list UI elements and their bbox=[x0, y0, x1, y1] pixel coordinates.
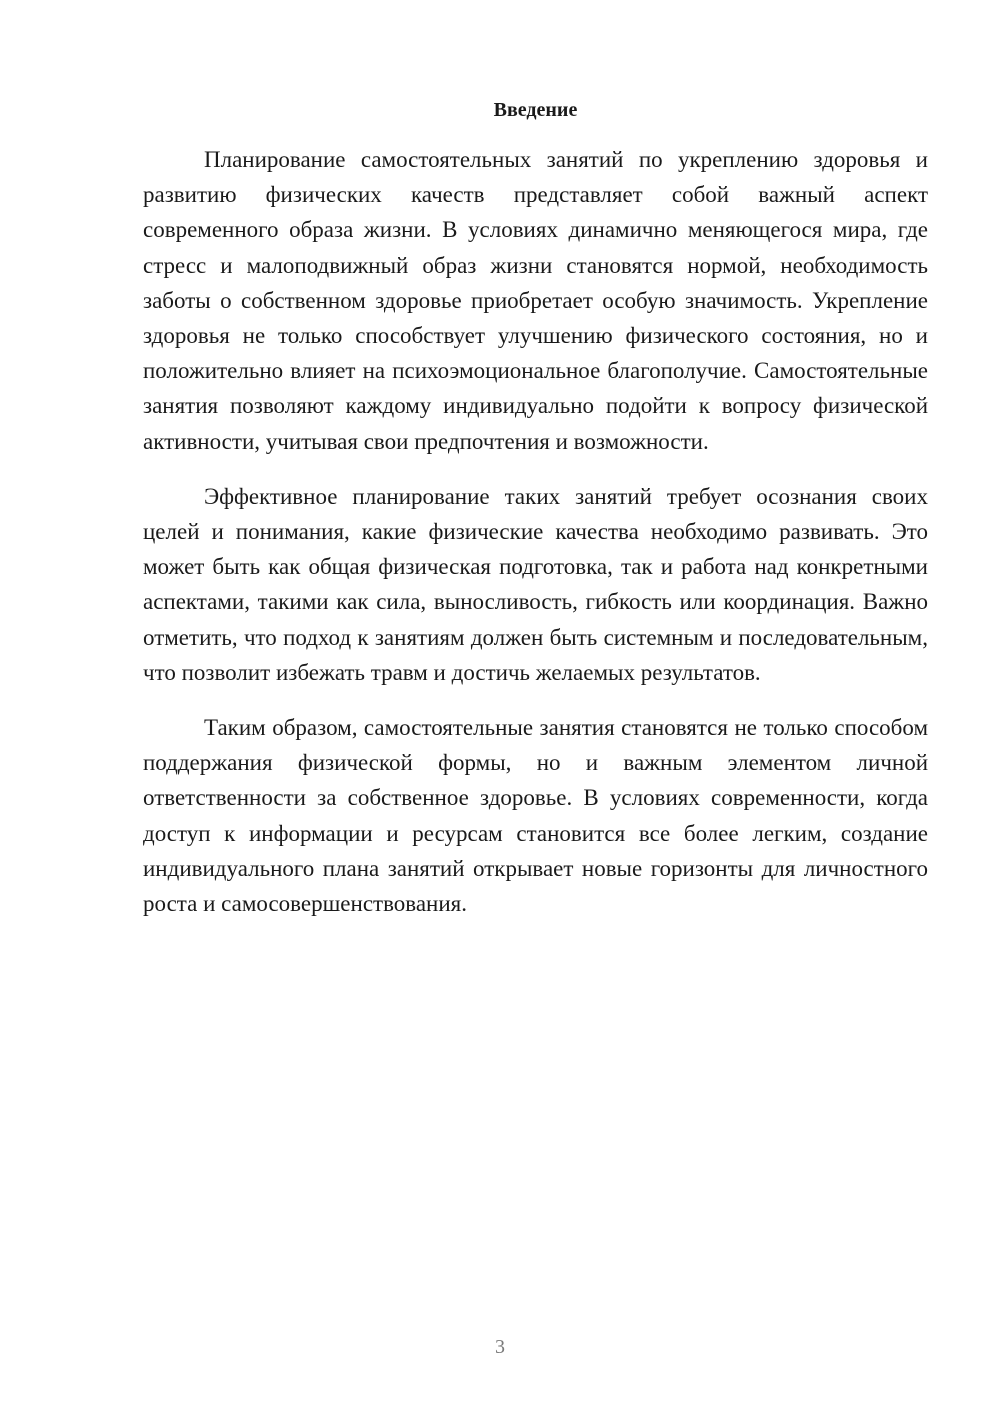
page-number: 3 bbox=[495, 1336, 505, 1358]
paragraph-2: Эффективное планирование таких занятий требует осознания своих целей и понимания, какие физические качества необходимо развивать. Это может быть как общая физическая подготовка, так и работа над конкретными аспектами, такими как сила, выносливость, гибкость или координация. Важно отметить, что подход к занятиям должен быть системным и последовательным, что позволит избежать травм и достичь желаемых результатов. bbox=[143, 483, 928, 685]
section-title: Введение bbox=[493, 99, 578, 121]
paragraph-1: Планирование самостоятельных занятий по укреплению здоровья и развитию физических качеств представляет собой важный аспект современного образа жизни. В условиях динамично меняющегося мира, где стресс и малоподвижный образ жизни становятся нормой, необходимость заботы о собственном здоровье приобретает особую значимость. Укрепление здоровья не только способствует улучшению физического состояния, но и положительно влияет на психоэмоциональное благополучие. Самостоятельные занятия позволяют каждому индивидуально подойти к вопросу физической активности, учитывая свои предпочтения и возможности. bbox=[143, 147, 928, 454]
body-text bbox=[143, 142, 928, 941]
paragraph-3: Таким образом, самостоятельные занятия становятся не только способом поддержания физической формы, но и важным элементом личной ответственности за собственное здоровье. В условиях современности, когда доступ к информации и ресурсам становится все более легким, создание индивидуального плана занятий открывает новые горизонты для личностного роста и самосовершенствования. bbox=[143, 715, 928, 917]
